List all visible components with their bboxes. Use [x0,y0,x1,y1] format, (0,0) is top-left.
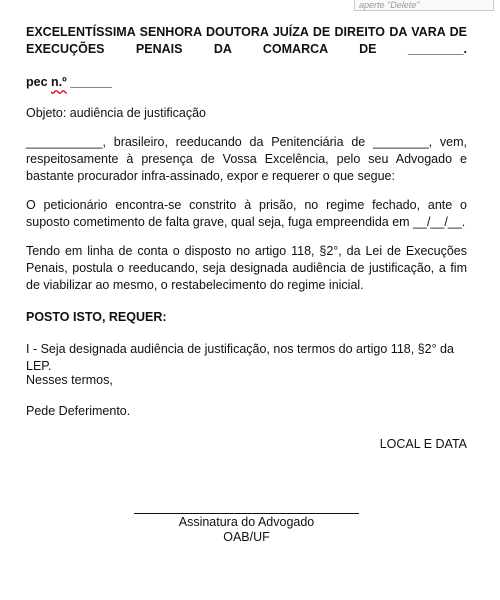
signature-line [134,513,359,514]
addressee-heading: EXCELENTÍSSIMA SENHORA DOUTORA JUÍZA DE DIREITO DA VARA DE EXECUÇÕES PENAIS DA COMARCA DE ________. [26,25,467,56]
paragraph-legal-basis: Tendo em linha de conta o disposto no artigo 118, §2°, da Lei de Execuções Penais, postula o reeducando, seja designada audiência de justificação, a fim de viabilizar ao mesmo, o restabelecimento do regime inicial. [26,244,467,292]
request-item-1: I - Seja designada audiência de justificação, nos termos do artigo 118, §2° da LEP. [26,342,454,373]
pec-prefix: pec [26,75,48,89]
pec-number-label: n.º [51,75,67,89]
object-line: Objeto: audiência de justificação [26,106,206,120]
request-heading: POSTO ISTO, REQUER: [26,310,167,324]
paragraph-intro: ___________, brasileiro, reeducando da Penitenciária de ________, vem, respeitosamente à presença de Vossa Excelência, pelo seu Advogado e bastante procurador infra-assinado, expor e requerer o que segue: [26,135,467,183]
oab-label: OAB/UF [223,530,270,544]
closing-terms: Nesses termos, [26,373,113,387]
pec-number-blank: ______ [66,75,112,89]
paragraph-facts: O peticionário encontra-se constrito à prisão, no regime fechado, ante o suposto cometimento de falta grave, qual seja, fuga empreendida em __/__/__. [26,198,467,229]
closing-request: Pede Deferimento. [26,404,131,418]
editor-hint: aperte "Delete" [354,0,494,11]
signature-label: Assinatura do Advogado [178,515,315,529]
place-and-date: LOCAL E DATA [379,437,467,451]
pec-number-line [26,74,467,91]
